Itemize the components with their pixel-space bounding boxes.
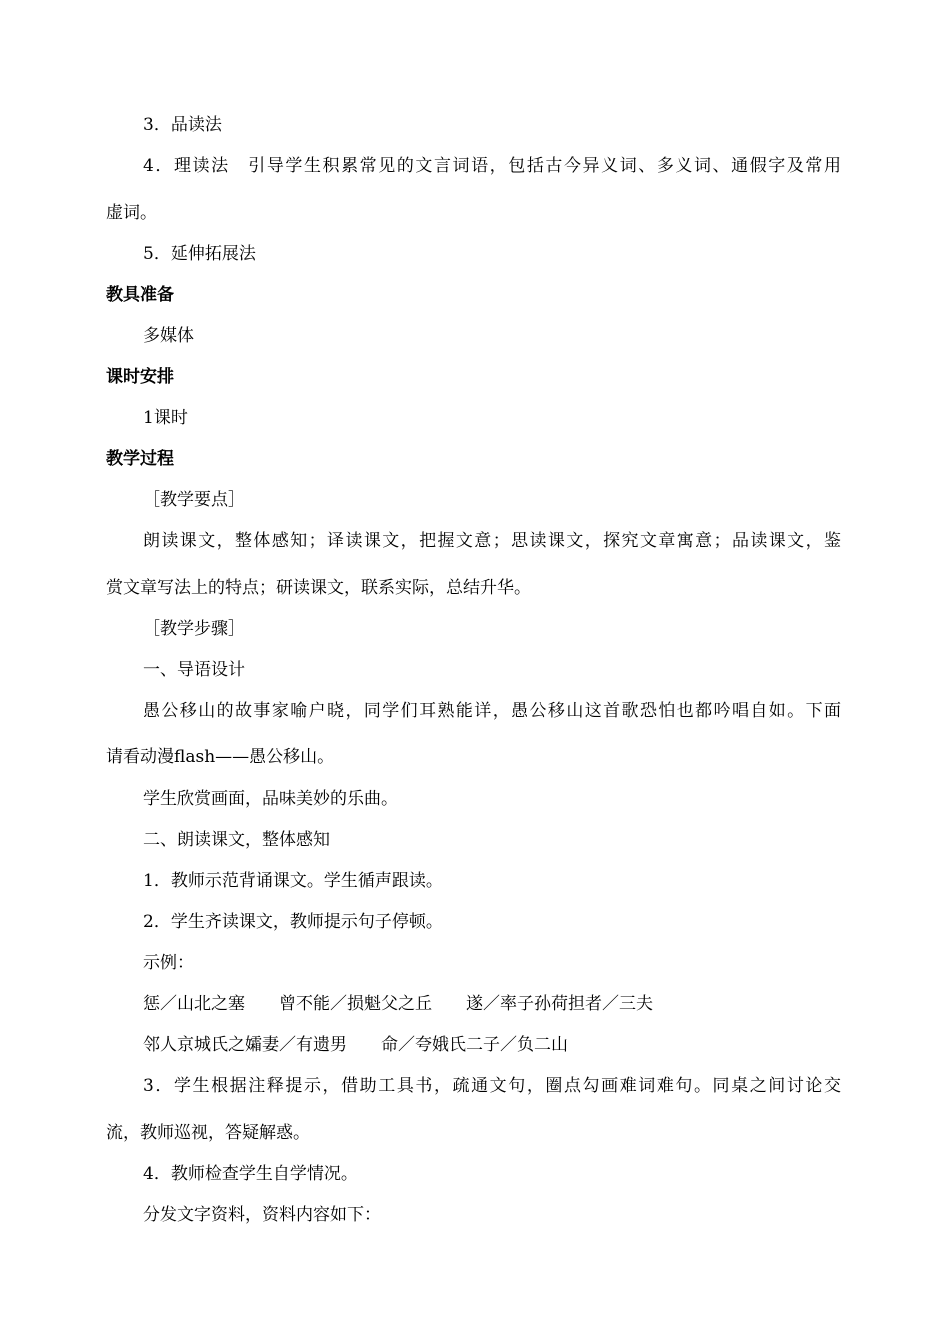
process-heading: 教学过程 (106, 449, 174, 469)
tools-text: 多媒体 (143, 326, 194, 346)
example-line1: 惩／山北之塞 曾不能／损魁父之丘 遂／率子孙荷担者／三夫 (143, 994, 653, 1014)
key-points-line2: 赏文章写法上的特点；研读课文，联系实际，总结升华。 (106, 578, 531, 598)
key-points-line1: 朗读课文，整体感知；译读课文，把握文意；思读课文，探究文章寓意；品读课文，鉴 (143, 531, 841, 551)
schedule-heading: 课时安排 (106, 367, 174, 387)
steps-label: ［教学步骤］ (143, 619, 245, 639)
method-item-5: 5．延伸拓展法 (143, 244, 256, 264)
step-4: 4．教师检查学生自学情况。 (143, 1164, 358, 1184)
section1-para-line1: 愚公移山的故事家喻户晓，同学们耳熟能详，愚公移山这首歌恐怕也都吟唱自如。下面 (143, 701, 841, 721)
section1-para-line2: 请看动漫flash——愚公移山。 (106, 747, 335, 767)
method-item-4-line1: 4．理读法 引导学生积累常见的文言词语，包括古今异义词、多义词、通假字及常用 (143, 156, 841, 176)
step-2: 2．学生齐读课文，教师提示句子停顿。 (143, 912, 443, 932)
method-item-3: 3．品读法 (143, 115, 222, 135)
example-label: 示例： (143, 953, 194, 973)
step-1: 1．教师示范背诵课文。学生循声跟读。 (143, 871, 443, 891)
section1-para2: 学生欣赏画面，品味美妙的乐曲。 (143, 789, 398, 809)
section2-title: 二、朗读课文，整体感知 (143, 830, 330, 850)
schedule-text: 1课时 (143, 408, 188, 428)
method-item-4-line2: 虚词。 (106, 203, 157, 223)
section1-title: 一、导语设计 (143, 660, 245, 680)
key-points-label: ［教学要点］ (143, 490, 245, 510)
step-3-line2: 流，教师巡视，答疑解惑。 (106, 1123, 310, 1143)
handout-text: 分发文字资料，资料内容如下： (143, 1205, 381, 1225)
step-3-line1: 3．学生根据注释提示，借助工具书，疏通文句，圈点勾画难词难句。同桌之间讨论交 (143, 1076, 841, 1096)
tools-heading: 教具准备 (106, 285, 174, 305)
example-line2: 邻人京城氏之孀妻／有遗男 命／夸娥氏二子／负二山 (143, 1035, 568, 1055)
